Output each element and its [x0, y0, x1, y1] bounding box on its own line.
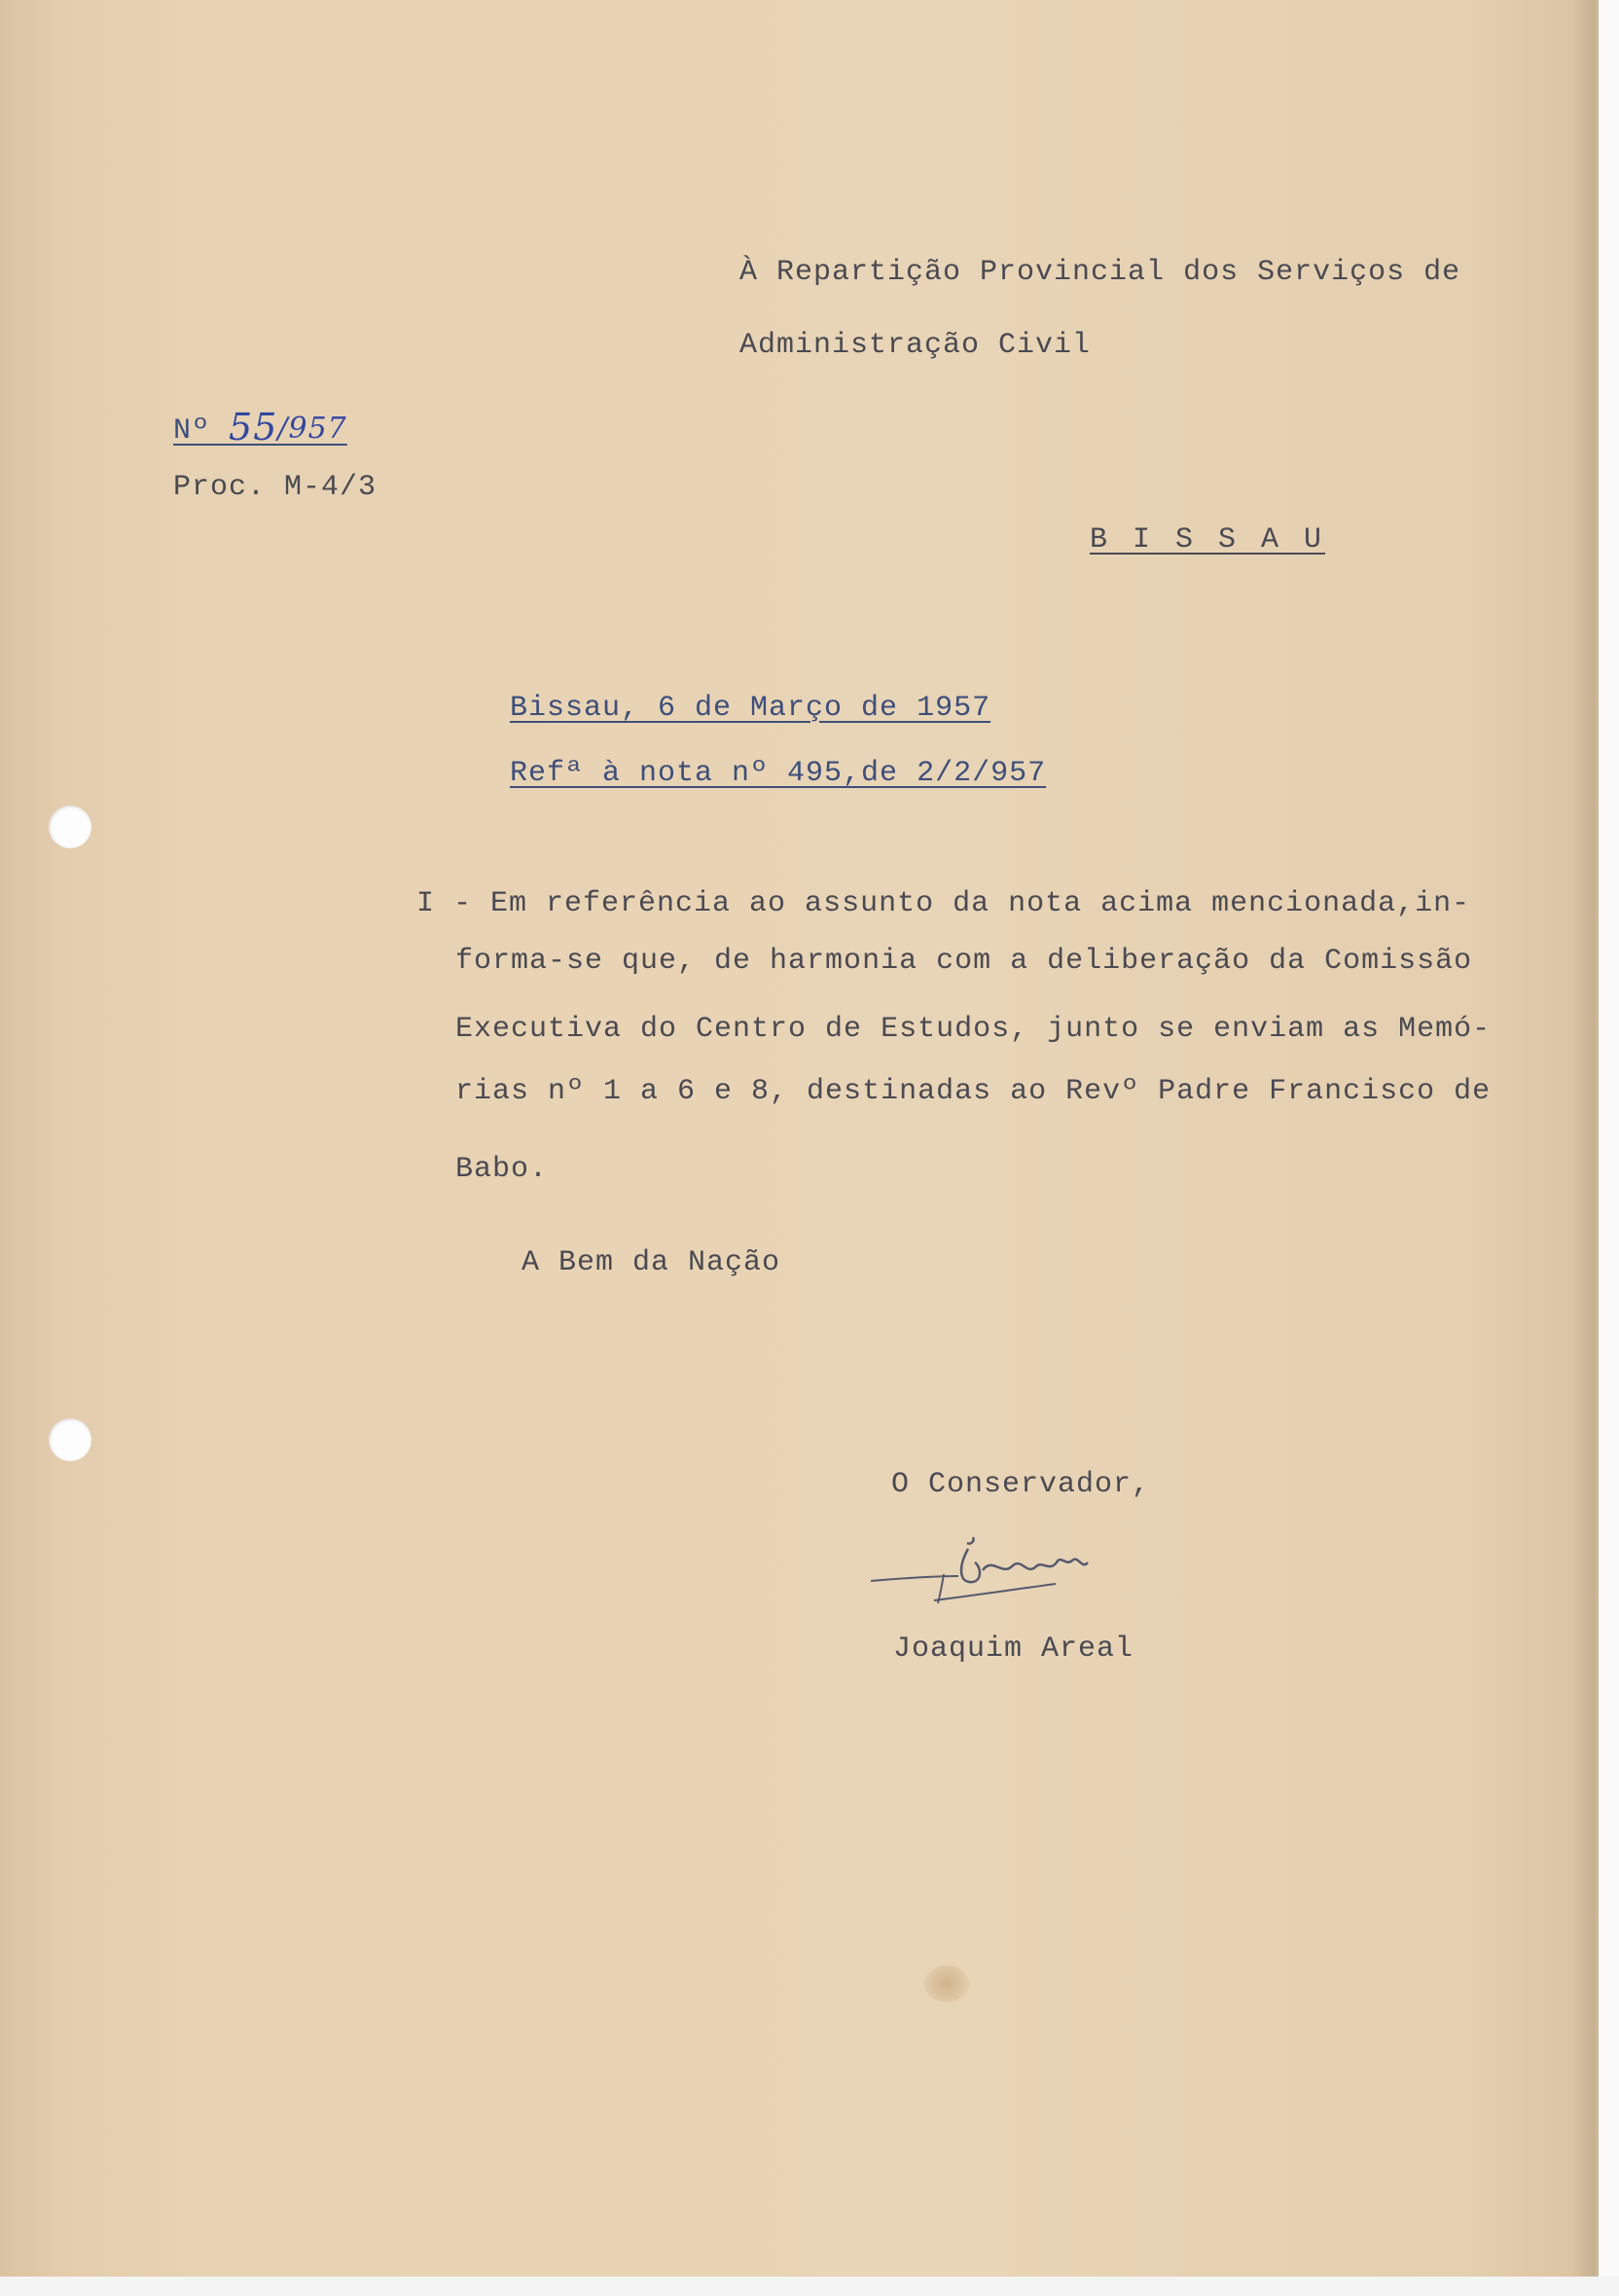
reference-note: Refª à nota nº 495,de 2/2/957	[510, 757, 1047, 790]
punch-hole-bottom	[49, 1418, 91, 1461]
closing-salutation: A Bem da Nação	[522, 1246, 781, 1279]
scan-bottom-margin	[0, 2277, 1619, 2296]
paper-stain	[924, 1965, 969, 2002]
addressee-line-2: Administração Civil	[739, 329, 1092, 362]
body-line-4: rias nº 1 a 6 e 8, destinadas ao Revº Padre Francisco de	[455, 1075, 1492, 1108]
signatory-name: Joaquim Areal	[893, 1632, 1134, 1666]
process-reference: Proc. M-4/3	[173, 471, 378, 504]
body-line-5: Babo.	[455, 1153, 549, 1186]
body-line-2: forma-se que, de harmonia com a deliberação da Comissão	[455, 945, 1473, 978]
body-line-3: Executiva do Centro de Estudos, junto se enviam as Memó-	[455, 1013, 1492, 1046]
signatory-title: O Conservador,	[891, 1468, 1151, 1501]
number-suffix: /957	[277, 412, 347, 446]
addressee-line-1: À Repartição Provincial dos Serviços de	[739, 256, 1461, 289]
date-line: Bissau, 6 de Março de 1957	[510, 692, 991, 725]
punch-hole-top	[49, 806, 91, 848]
document-number	[173, 407, 347, 446]
destination-city: B I S S A U	[1090, 523, 1326, 556]
body-line-1: I - Em referência ao assunto da nota acima mencionada,in-	[416, 887, 1471, 920]
handwritten-number: 55	[229, 406, 278, 448]
number-prefix: Nº	[173, 414, 211, 448]
handwritten-signature	[866, 1527, 1158, 1634]
page-edge-shadow	[1572, 0, 1596, 2291]
